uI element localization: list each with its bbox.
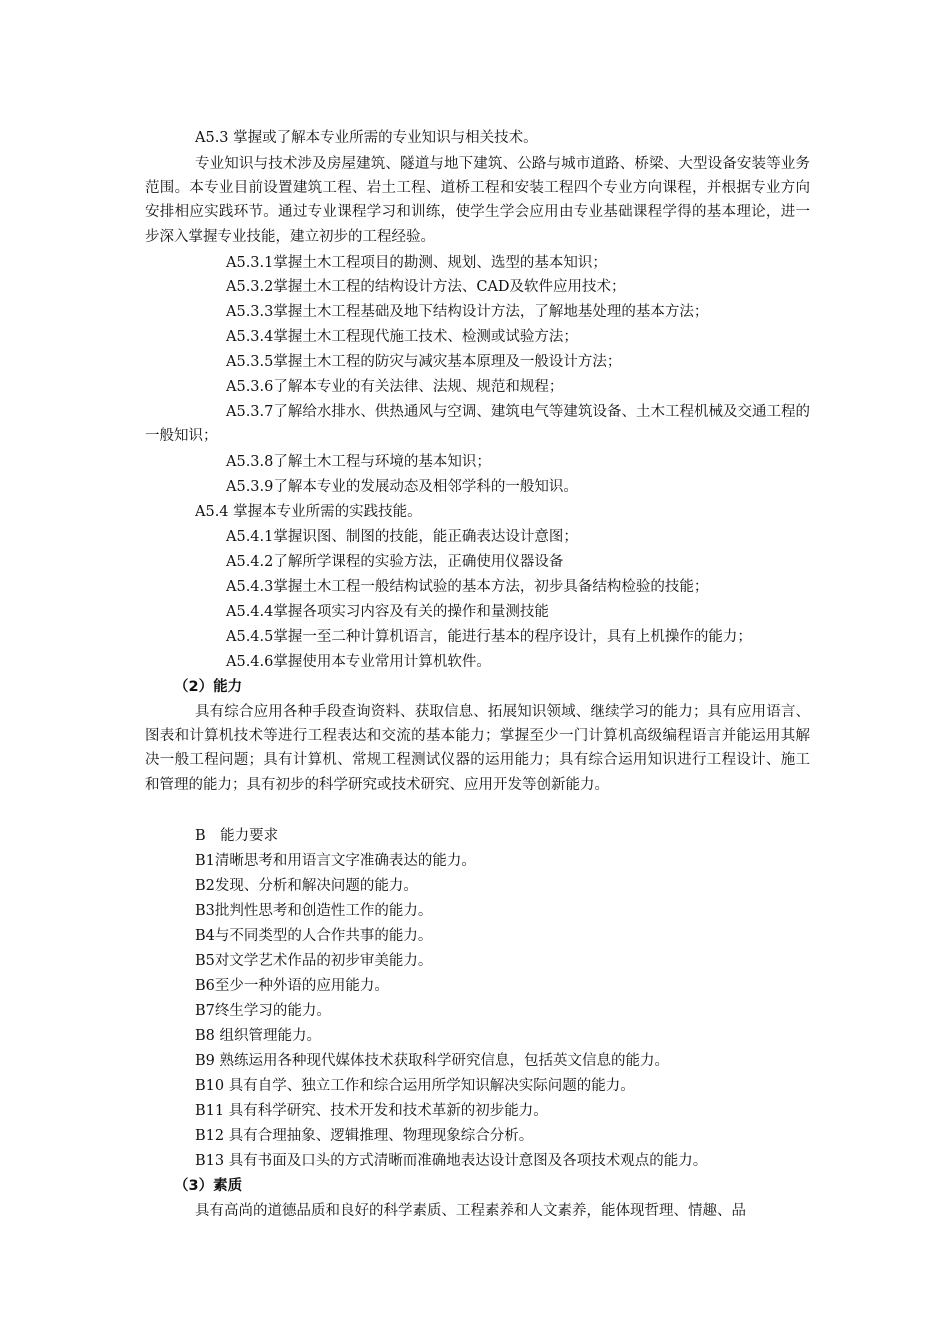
b1-item: B1清晰思考和用语言文字准确表达的能力。 [195,853,476,869]
b6-item: B6至少一种外语的应用能力。 [195,978,389,994]
b-title: B 能力要求 [195,828,279,844]
a5-3-1-item: A5.3.1掌握土木工程项目的勘测、规划、选型的基本知识； [226,255,607,271]
b8-item: B8 组织管理能力。 [195,1028,321,1044]
b4-item: B4与不同类型的人合作共事的能力。 [195,928,433,944]
a5-3-8-item: A5.3.8了解土木工程与环境的基本知识； [226,454,491,470]
b7-item: B7终生学习的能力。 [195,1003,331,1019]
a5-3-7-item: A5.3.7了解给水排水、供热通风与空调、建筑电气等建筑设备、土木工程机械及交通工程的一般知识； [145,404,810,445]
a5-4-5-item: A5.4.5掌握一至二种计算机语言，能进行基本的程序设计，具有上机操作的能力； [226,629,752,645]
a5-3-2-item: A5.3.2掌握土木工程的结构设计方法、CAD及软件应用技术； [226,279,626,295]
a5-4-3-item: A5.4.3掌握土木工程一般结构试验的基本方法，初步具备结构检验的技能； [226,579,709,595]
a5-3-9-item: A5.3.9了解本专业的发展动态及相邻学科的一般知识。 [226,479,578,495]
a5-3-5-item: A5.3.5掌握土木工程的防灾与减灾基本原理及一般设计方法； [226,354,622,370]
a5-3-6-item: A5.3.6了解本专业的有关法律、法规、规范和规程； [226,379,564,395]
b3-item: B3批判性思考和创造性工作的能力。 [195,903,433,919]
b11-item: B11 具有科学研究、技术开发和技术革新的初步能力。 [195,1103,548,1119]
a5-4-title: A5.4 掌握本专业所需的实践技能。 [195,504,422,520]
a5-3-3-item: A5.3.3掌握土木工程基础及地下结构设计方法，了解地基处理的基本方法； [226,304,709,320]
a5-4-4-item: A5.4.4掌握各项实习内容及有关的操作和量测技能 [226,604,549,620]
quality-paragraph: 具有高尚的道德品质和良好的科学素质、工程素养和人文素养，能体现哲理、情趣、品 [195,1203,746,1219]
b10-item: B10 具有自学、独立工作和综合运用所学知识解决实际问题的能力。 [195,1078,635,1094]
ability-heading: （2）能力 [174,679,243,695]
b13-item: B13 具有书面及口头的方式清晰而准确地表达设计意图及各项技术观点的能力。 [195,1153,708,1169]
a5-4-2-item: A5.4.2了解所学课程的实验方法，正确使用仪器设备 [226,554,564,570]
a5-3-title: A5.3 掌握或了解本专业所需的专业知识与相关技术。 [195,130,538,146]
a5-4-6-item: A5.4.6掌握使用本专业常用计算机软件。 [226,654,491,670]
b9-item: B9 熟练运用各种现代媒体技术获取科学研究信息，包括英文信息的能力。 [195,1053,669,1069]
a5-3-4-item: A5.3.4掌握土木工程现代施工技术、检测或试验方法； [226,329,578,345]
quality-heading: （3）素质 [174,1178,243,1194]
a5-3-paragraph: 专业知识与技术涉及房屋建筑、隧道与地下建筑、公路与城市道路、桥梁、大型设备安装等业务范围。本专业目前设置建筑工程、岩土工程、道桥工程和安装工程四个专业方向课程，并根据专业方向安排相应实践环节。通过专业课程学习和训练，使学生学会应用由专业基础课程学得的基本理论，进一步深入掌握专业技能，建立初步的工程经验。 [145,156,810,245]
b5-item: B5对文学艺术作品的初步审美能力。 [195,953,433,969]
ability-paragraph: 具有综合应用各种手段查询资料、获取信息、拓展知识领域、继续学习的能力；具有应用语言、图表和计算机技术等进行工程表达和交流的基本能力；掌握至少一门计算机高级编程语言并能运用其解决一般工程问题；具有计算机、常规工程测试仪器的运用能力；具有综合运用知识进行工程设计、施工和管理的能力；具有初步的科学研究或技术研究、应用开发等创新能力。 [145,704,810,793]
a5-4-1-item: A5.4.1掌握识图、制图的技能，能正确表达设计意图； [226,529,578,545]
b12-item: B12 具有合理抽象、逻辑推理、物理现象综合分析。 [195,1128,534,1144]
b2-item: B2发现、分析和解决问题的能力。 [195,878,418,894]
